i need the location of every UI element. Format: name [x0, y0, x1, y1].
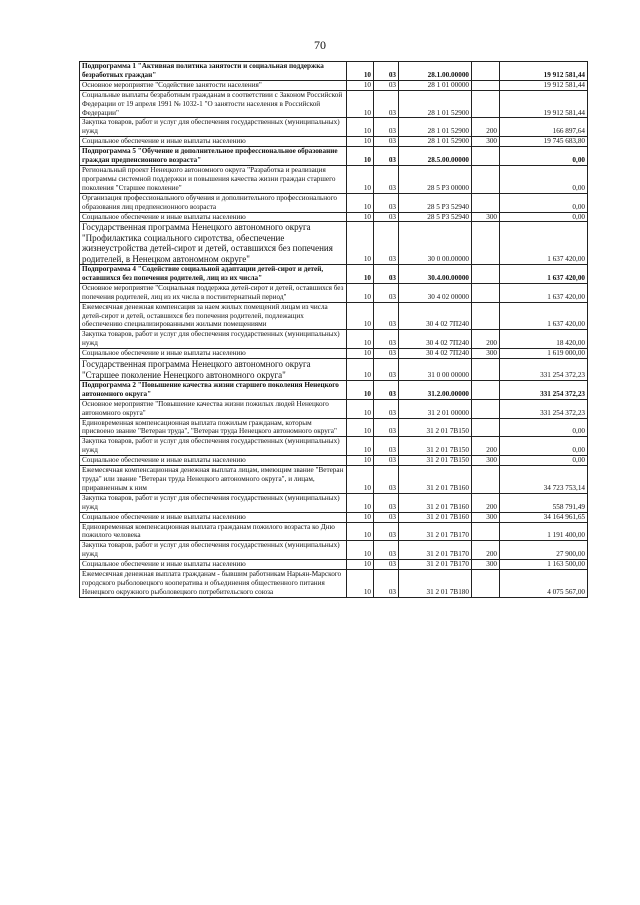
row-amount: 1 637 420,00	[500, 283, 588, 302]
row-amount: 0,00	[500, 193, 588, 212]
table-row	[80, 212, 588, 222]
row-target-article: 31 2 01 7В160	[399, 512, 472, 522]
row-section: 10	[347, 512, 374, 522]
row-expense-type: 300	[472, 512, 500, 522]
row-target-article: 31 2 01 7В150	[399, 437, 472, 456]
row-section: 10	[347, 212, 374, 222]
row-target-article: 30 4 02 00000	[399, 283, 472, 302]
row-subsection: 03	[374, 399, 399, 418]
row-section: 10	[347, 302, 374, 330]
row-amount: 27 900,00	[500, 541, 588, 560]
row-section: 10	[347, 437, 374, 456]
row-section: 10	[347, 330, 374, 349]
row-section: 10	[347, 137, 374, 147]
row-amount: 19 912 581,44	[500, 62, 588, 81]
row-expense-type: 300	[472, 349, 500, 359]
row-amount: 1 619 000,00	[500, 349, 588, 359]
table-row	[80, 570, 588, 598]
row-name: Закупка товаров, работ и услуг для обеспечения государственных (муниципальных) нужд	[80, 493, 347, 512]
row-expense-type: 300	[472, 456, 500, 466]
row-name: Подпрограмма 4 "Содействие социальной адаптации детей-сирот и детей, оставшихся без попечения родителей, лиц из их числа"	[80, 265, 347, 284]
row-target-article: 30 4 02 7П240	[399, 330, 472, 349]
row-amount: 0,00	[500, 165, 588, 193]
row-subsection: 03	[374, 283, 399, 302]
row-name: Государственная программа Ненецкого автономного округа "Старшее поколение Ненецкого автономного округа"	[80, 359, 347, 381]
row-subsection: 03	[374, 330, 399, 349]
row-section: 10	[347, 522, 374, 541]
row-target-article: 31 2 01 7В160	[399, 466, 472, 494]
row-section: 10	[347, 222, 374, 265]
row-amount: 0,00	[500, 456, 588, 466]
row-subsection: 03	[374, 193, 399, 212]
row-section: 10	[347, 359, 374, 381]
row-subsection: 03	[374, 560, 399, 570]
row-subsection: 03	[374, 512, 399, 522]
row-amount: 0,00	[500, 212, 588, 222]
row-name: Ежемесячная компенсационная денежная выплата лицам, имеющим звание "Ветеран труда" или звание "Ветеран труда Ненецкого автономного округа", и лицам, приравненным к ним	[80, 466, 347, 494]
row-subsection: 03	[374, 137, 399, 147]
page-number: 70	[314, 38, 326, 52]
row-section: 10	[347, 418, 374, 437]
table-row	[80, 80, 588, 90]
row-target-article: 30 4 02 7П240	[399, 302, 472, 330]
table-row	[80, 541, 588, 560]
row-name: Социальное обеспечение и иные выплаты населению	[80, 560, 347, 570]
row-expense-type: 200	[472, 118, 500, 137]
row-subsection: 03	[374, 456, 399, 466]
table-row	[80, 380, 588, 399]
table-row	[80, 330, 588, 349]
row-name: Закупка товаров, работ и услуг для обеспечения государственных (муниципальных) нужд	[80, 437, 347, 456]
row-target-article: 30 0 00.00000	[399, 222, 472, 265]
row-amount: 0,00	[500, 147, 588, 166]
table-row	[80, 265, 588, 284]
row-target-article: 28 1 01 52900	[399, 118, 472, 137]
row-amount: 1 637 420,00	[500, 222, 588, 265]
table-row	[80, 118, 588, 137]
row-section: 10	[347, 560, 374, 570]
table-row	[80, 90, 588, 118]
row-expense-type	[472, 359, 500, 381]
row-target-article: 31 2 01 7В170	[399, 522, 472, 541]
row-subsection: 03	[374, 165, 399, 193]
row-name: Единовременная компенсационная выплата пожилым гражданам, которым присвоено звание "Ветеран труда", "Ветеран труда Ненецкого автономного округа"	[80, 418, 347, 437]
row-subsection: 03	[374, 90, 399, 118]
row-amount: 331 254 372,23	[500, 359, 588, 381]
table-row	[80, 359, 588, 381]
row-expense-type	[472, 399, 500, 418]
row-amount: 331 254 372,23	[500, 399, 588, 418]
row-amount: 19 912 581,44	[500, 90, 588, 118]
row-name: Закупка товаров, работ и услуг для обеспечения государственных (муниципальных) нужд	[80, 330, 347, 349]
row-target-article: 28.5.00.00000	[399, 147, 472, 166]
row-target-article: 28 1 01 52900	[399, 90, 472, 118]
row-section: 10	[347, 118, 374, 137]
row-subsection: 03	[374, 418, 399, 437]
row-section: 10	[347, 147, 374, 166]
row-expense-type	[472, 62, 500, 81]
row-section: 10	[347, 541, 374, 560]
row-amount: 1 191 400,00	[500, 522, 588, 541]
row-expense-type	[472, 302, 500, 330]
budget-table	[79, 61, 588, 598]
row-section: 10	[347, 62, 374, 81]
row-target-article: 28 1 01 52900	[399, 137, 472, 147]
row-name: Основное мероприятие "Социальная поддержка детей-сирот и детей, оставшихся без попечения родителей, лиц из их числа в постинтернатный период"	[80, 283, 347, 302]
row-amount: 331 254 372,23	[500, 380, 588, 399]
row-target-article: 31 2 01 7В160	[399, 493, 472, 512]
row-expense-type	[472, 90, 500, 118]
row-subsection: 03	[374, 302, 399, 330]
row-amount: 34 723 753,14	[500, 466, 588, 494]
row-subsection: 03	[374, 359, 399, 381]
row-amount: 19 912 581,44	[500, 80, 588, 90]
row-amount: 558 791,49	[500, 493, 588, 512]
row-section: 10	[347, 80, 374, 90]
table-row	[80, 437, 588, 456]
row-amount: 18 420,00	[500, 330, 588, 349]
row-expense-type	[472, 380, 500, 399]
table-row	[80, 62, 588, 81]
row-amount: 19 745 683,80	[500, 137, 588, 147]
row-expense-type	[472, 193, 500, 212]
row-subsection: 03	[374, 437, 399, 456]
row-expense-type: 300	[472, 560, 500, 570]
row-subsection: 03	[374, 147, 399, 166]
row-name: Организация профессионального обучения и дополнительного профессионального образования лиц предпенсионного возраста	[80, 193, 347, 212]
row-section: 10	[347, 493, 374, 512]
row-name: Социальное обеспечение и иные выплаты населению	[80, 212, 347, 222]
table-row	[80, 560, 588, 570]
row-expense-type	[472, 466, 500, 494]
row-section: 10	[347, 466, 374, 494]
row-amount: 1 637 420,00	[500, 302, 588, 330]
table-row	[80, 399, 588, 418]
row-subsection: 03	[374, 212, 399, 222]
row-section: 10	[347, 399, 374, 418]
table-row	[80, 418, 588, 437]
row-name: Ежемесячная денежная выплата гражданам - бывшим работникам Нарьян-Марского городского рыболовецкого кооператива и объединения общественного питания Ненецкого окружного рыболовецкого потребительского союза	[80, 570, 347, 598]
table-row	[80, 512, 588, 522]
row-target-article: 31 2 01 7В150	[399, 418, 472, 437]
row-section: 10	[347, 570, 374, 598]
row-section: 10	[347, 380, 374, 399]
row-expense-type	[472, 418, 500, 437]
row-target-article: 31 2 01 7В150	[399, 456, 472, 466]
row-subsection: 03	[374, 118, 399, 137]
row-name: Подпрограмма 5 "Обучение и дополнительное профессиональное образование граждан предпенсионного возраста"	[80, 147, 347, 166]
row-subsection: 03	[374, 380, 399, 399]
row-section: 10	[347, 456, 374, 466]
row-target-article: 28 5 P3 52940	[399, 193, 472, 212]
row-name: Подпрограмма 2 "Повышение качества жизни старшего поколения Ненецкого автономного округа"	[80, 380, 347, 399]
row-target-article: 28.1.00.00000	[399, 62, 472, 81]
row-subsection: 03	[374, 570, 399, 598]
row-section: 10	[347, 165, 374, 193]
row-name: Социальное обеспечение и иные выплаты населению	[80, 349, 347, 359]
row-section: 10	[347, 283, 374, 302]
row-subsection: 03	[374, 222, 399, 265]
table-row	[80, 222, 588, 265]
row-target-article: 30 4 02 7П240	[399, 349, 472, 359]
row-name: Закупка товаров, работ и услуг для обеспечения государственных (муниципальных) нужд	[80, 541, 347, 560]
row-section: 10	[347, 349, 374, 359]
row-expense-type: 200	[472, 493, 500, 512]
row-name: Единовременная компенсационная выплата гражданам пожилого возраста ко Дню пожилого человека	[80, 522, 347, 541]
row-expense-type: 300	[472, 212, 500, 222]
row-expense-type	[472, 165, 500, 193]
row-subsection: 03	[374, 522, 399, 541]
table-row	[80, 193, 588, 212]
row-expense-type: 300	[472, 137, 500, 147]
table-row	[80, 283, 588, 302]
row-amount: 0,00	[500, 418, 588, 437]
row-target-article: 31 2 01 7В170	[399, 560, 472, 570]
row-name: Подпрограмма 1 "Активная политика занятости и социальная поддержка безработных граждан"	[80, 62, 347, 81]
row-name: Социальное обеспечение и иные выплаты населению	[80, 137, 347, 147]
row-section: 10	[347, 265, 374, 284]
row-name: Социальные выплаты безработным гражданам в соответствии с Законом Российской Федерации от 19 апреля 1991 № 1032-1 "О занятости населения в Российской Федерации"	[80, 90, 347, 118]
row-subsection: 03	[374, 466, 399, 494]
row-amount: 34 164 961,65	[500, 512, 588, 522]
row-target-article: 28 5 P3 52940	[399, 212, 472, 222]
row-target-article: 31 0 00 00000	[399, 359, 472, 381]
table-row	[80, 147, 588, 166]
row-subsection: 03	[374, 349, 399, 359]
row-name: Закупка товаров, работ и услуг для обеспечения государственных (муниципальных) нужд	[80, 118, 347, 137]
row-name: Ежемесячная денежная компенсация за наем жилых помещений лицам из числа детей-сирот и детей, оставшихся без попечения родителей, подлежащих обеспечению специализированными жилыми помещениями	[80, 302, 347, 330]
row-expense-type	[472, 80, 500, 90]
table-row	[80, 493, 588, 512]
row-name: Основное мероприятие "Содействие занятости населения"	[80, 80, 347, 90]
row-target-article: 31 2 01 7В170	[399, 541, 472, 560]
row-expense-type	[472, 222, 500, 265]
table-row	[80, 466, 588, 494]
row-subsection: 03	[374, 493, 399, 512]
table-row	[80, 137, 588, 147]
row-expense-type: 200	[472, 330, 500, 349]
row-expense-type	[472, 147, 500, 166]
row-target-article: 28 5 P3 00000	[399, 165, 472, 193]
row-name: Региональный проект Ненецкого автономного округа "Разработка и реализация программы системной поддержки и повышения качества жизни граждан старшего поколения "Старшее поколение"	[80, 165, 347, 193]
row-name: Основное мероприятие "Повышение качества жизни пожилых людей Ненецкого автономного округа"	[80, 399, 347, 418]
row-section: 10	[347, 193, 374, 212]
table-row	[80, 522, 588, 541]
row-expense-type: 200	[472, 437, 500, 456]
row-amount: 1 163 500,00	[500, 560, 588, 570]
row-amount: 4 075 567,00	[500, 570, 588, 598]
row-subsection: 03	[374, 80, 399, 90]
row-target-article: 30.4.00.00000	[399, 265, 472, 284]
row-name: Государственная программа Ненецкого автономного округа "Профилактика социального сиротства, обеспечение жизнеустройства детей-сирот и детей, оставшихся без попечения родителей, в Ненецком автономном округе"	[80, 222, 347, 265]
row-subsection: 03	[374, 62, 399, 81]
row-name: Социальное обеспечение и иные выплаты населению	[80, 512, 347, 522]
row-amount: 0,00	[500, 437, 588, 456]
row-target-article: 31 2 01 7В180	[399, 570, 472, 598]
row-expense-type	[472, 283, 500, 302]
row-name: Социальное обеспечение и иные выплаты населению	[80, 456, 347, 466]
row-target-article: 28 1 01 00000	[399, 80, 472, 90]
row-expense-type	[472, 522, 500, 541]
row-section: 10	[347, 90, 374, 118]
row-subsection: 03	[374, 265, 399, 284]
row-expense-type: 200	[472, 541, 500, 560]
row-expense-type	[472, 265, 500, 284]
row-target-article: 31 2 01 00000	[399, 399, 472, 418]
table-row	[80, 302, 588, 330]
table-row	[80, 165, 588, 193]
row-target-article: 31.2.00.00000	[399, 380, 472, 399]
table-row	[80, 456, 588, 466]
row-subsection: 03	[374, 541, 399, 560]
row-amount: 166 897,64	[500, 118, 588, 137]
row-amount: 1 637 420,00	[500, 265, 588, 284]
table-row	[80, 349, 588, 359]
row-expense-type	[472, 570, 500, 598]
